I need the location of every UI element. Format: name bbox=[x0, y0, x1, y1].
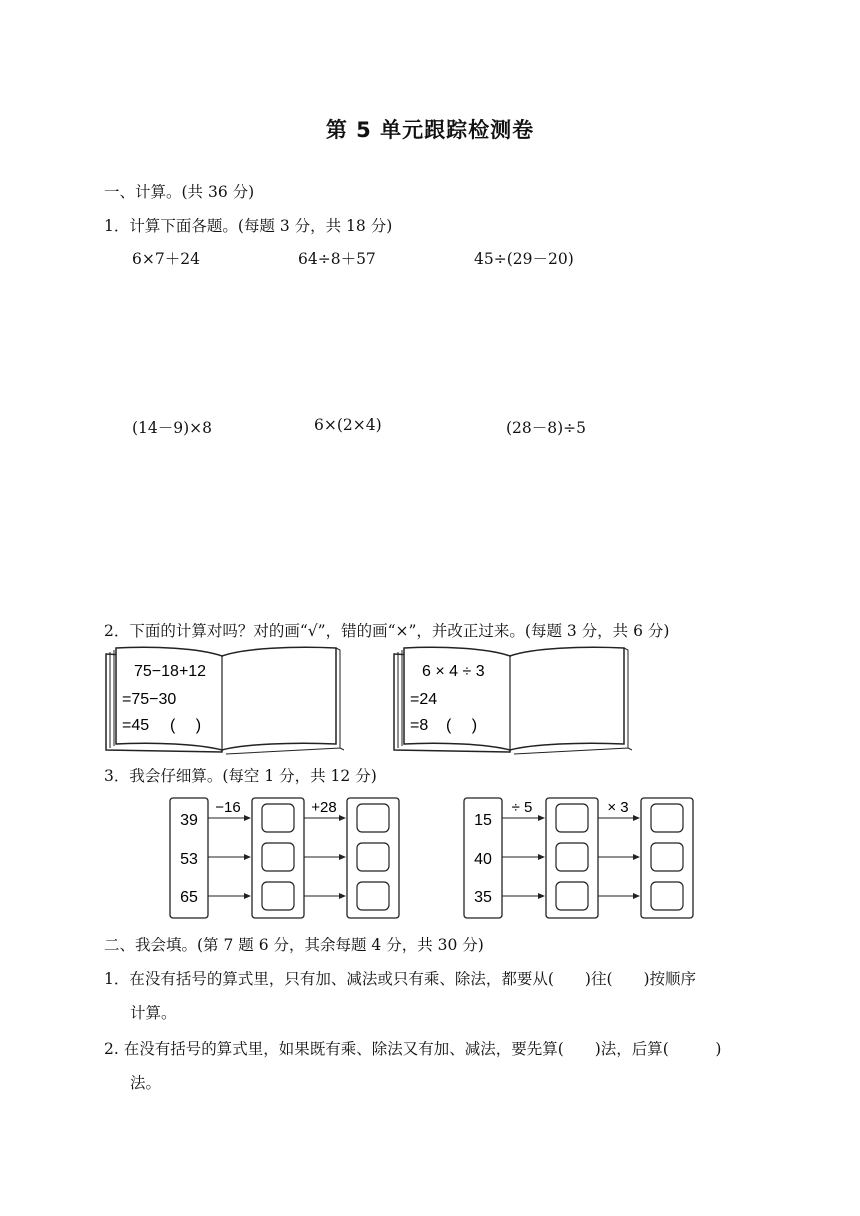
calc-chain-2 bbox=[460, 796, 696, 920]
q3-text: 3．我会仔细算。(每空 1 分，共 12 分) bbox=[104, 767, 377, 785]
section1-heading: 一、计算。(共 36 分) bbox=[104, 183, 255, 201]
chain1-op1: −16 bbox=[215, 799, 241, 816]
fill-q2-line2: 法。 bbox=[130, 1074, 162, 1092]
section2-heading: 二、我会填。(第 7 题 6 分，其余每题 4 分，共 30 分) bbox=[104, 936, 484, 954]
answer-box[interactable] bbox=[651, 804, 683, 832]
chain1-input: 39 bbox=[180, 812, 198, 829]
chain1-op2: +28 bbox=[311, 799, 337, 816]
expression: (14－9)×8 bbox=[132, 419, 213, 437]
book1-line1: 75−18+12 bbox=[134, 663, 207, 680]
chain2-op1: ÷ 5 bbox=[511, 799, 533, 816]
book1-judgement-blank[interactable]: ( ) bbox=[170, 717, 202, 734]
answer-box[interactable] bbox=[556, 843, 588, 871]
expression: 6×(2×4) bbox=[314, 416, 382, 434]
page-title: 第 5 单元跟踪检测卷 bbox=[325, 118, 535, 142]
open-book-2 bbox=[392, 644, 636, 756]
answer-box[interactable] bbox=[262, 882, 294, 910]
answer-box[interactable] bbox=[262, 804, 294, 832]
answer-box[interactable] bbox=[357, 804, 389, 832]
chain2-input: 15 bbox=[474, 812, 492, 829]
book2-line3: =8 bbox=[410, 717, 429, 734]
answer-box[interactable] bbox=[651, 843, 683, 871]
answer-box[interactable] bbox=[556, 804, 588, 832]
fill-q1-line1: 1．在没有括号的算式里，只有加、减法或只有乘、除法，都要从( )往( )按顺序 bbox=[104, 970, 697, 988]
book2-judgement-blank[interactable]: ( ) bbox=[446, 717, 478, 734]
chain2-op2: × 3 bbox=[607, 799, 629, 816]
answer-box[interactable] bbox=[556, 882, 588, 910]
book2-line2: =24 bbox=[410, 691, 438, 708]
answer-box[interactable] bbox=[357, 843, 389, 871]
expression: 6×7＋24 bbox=[132, 250, 200, 268]
q1-text: 1．计算下面各题。(每题 3 分，共 18 分) bbox=[104, 217, 393, 235]
expression: 45÷(29－20) bbox=[474, 250, 574, 268]
calc-chain-1 bbox=[166, 796, 402, 920]
expression: (28－8)÷5 bbox=[506, 419, 587, 437]
fill-q2-line1: 2. 在没有括号的算式里，如果既有乘、除法又有加、减法，要先算( )法，后算( ) bbox=[104, 1040, 722, 1058]
answer-box[interactable] bbox=[357, 882, 389, 910]
chain2-input: 35 bbox=[474, 889, 492, 906]
expression: 64÷8＋57 bbox=[298, 250, 376, 268]
chain2-input: 40 bbox=[474, 851, 492, 868]
chain1-input: 53 bbox=[180, 851, 198, 868]
book1-line2: =75−30 bbox=[122, 691, 177, 708]
chain1-input: 65 bbox=[180, 889, 198, 906]
q2-text: 2．下面的计算对吗？对的画“√”，错的画“×”，并改正过来。(每题 3 分，共 6 分) bbox=[104, 622, 670, 640]
book2-line1: 6 × 4 ÷ 3 bbox=[422, 663, 485, 680]
book1-line3: =45 bbox=[122, 717, 150, 734]
open-book-1 bbox=[104, 644, 348, 756]
answer-box[interactable] bbox=[651, 882, 683, 910]
fill-q1-line2: 计算。 bbox=[130, 1004, 177, 1022]
answer-box[interactable] bbox=[262, 843, 294, 871]
